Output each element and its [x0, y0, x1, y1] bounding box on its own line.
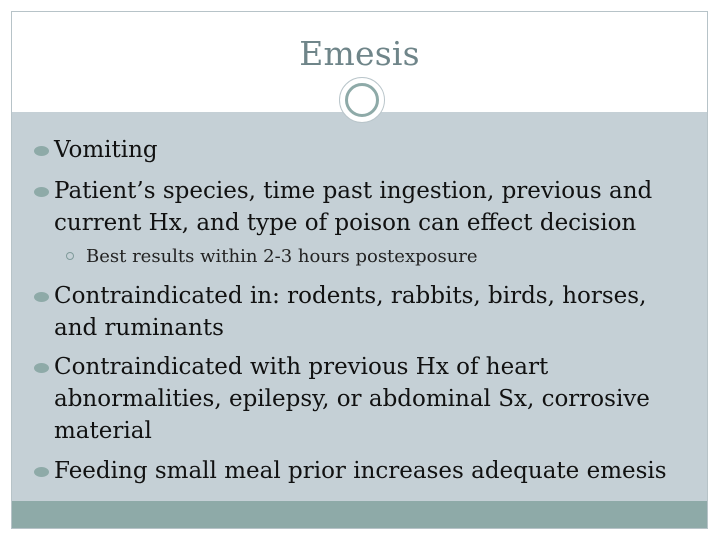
- bullet-text: Patient’s species, time past ingestion, previous and current Hx, and type of poison can effect decision: [54, 178, 653, 236]
- bullet-text: Vomiting: [54, 137, 158, 163]
- bullet-item: [34, 455, 694, 487]
- bullet-item: [34, 351, 694, 447]
- hollow-circle-bullet-icon: [66, 252, 74, 260]
- footer-bar: [12, 501, 707, 528]
- bullet-text: Feeding small meal prior increases adequate emesis: [54, 458, 667, 484]
- ring-ornament-icon: [339, 77, 385, 123]
- filled-oval-bullet-icon: [34, 292, 49, 302]
- filled-oval-bullet-icon: [34, 363, 49, 373]
- bullet-text: Contraindicated in: rodents, rabbits, birds, horses, and ruminants: [54, 283, 647, 341]
- sub-bullet-item: [66, 246, 686, 268]
- sub-bullet-text: Best results within 2-3 hours postexposure: [86, 246, 478, 267]
- content-area: [12, 112, 707, 503]
- bullet-item: [34, 134, 694, 166]
- bullet-item: [34, 175, 694, 239]
- filled-oval-bullet-icon: [34, 146, 49, 156]
- filled-oval-bullet-icon: [34, 467, 49, 477]
- bullet-item: [34, 280, 694, 344]
- slide-frame: [11, 11, 708, 529]
- filled-oval-bullet-icon: [34, 187, 49, 197]
- slide-title: Emesis: [299, 34, 420, 73]
- bullet-text: Contraindicated with previous Hx of heart abnormalities, epilepsy, or abdominal Sx, corrosive material: [54, 354, 650, 444]
